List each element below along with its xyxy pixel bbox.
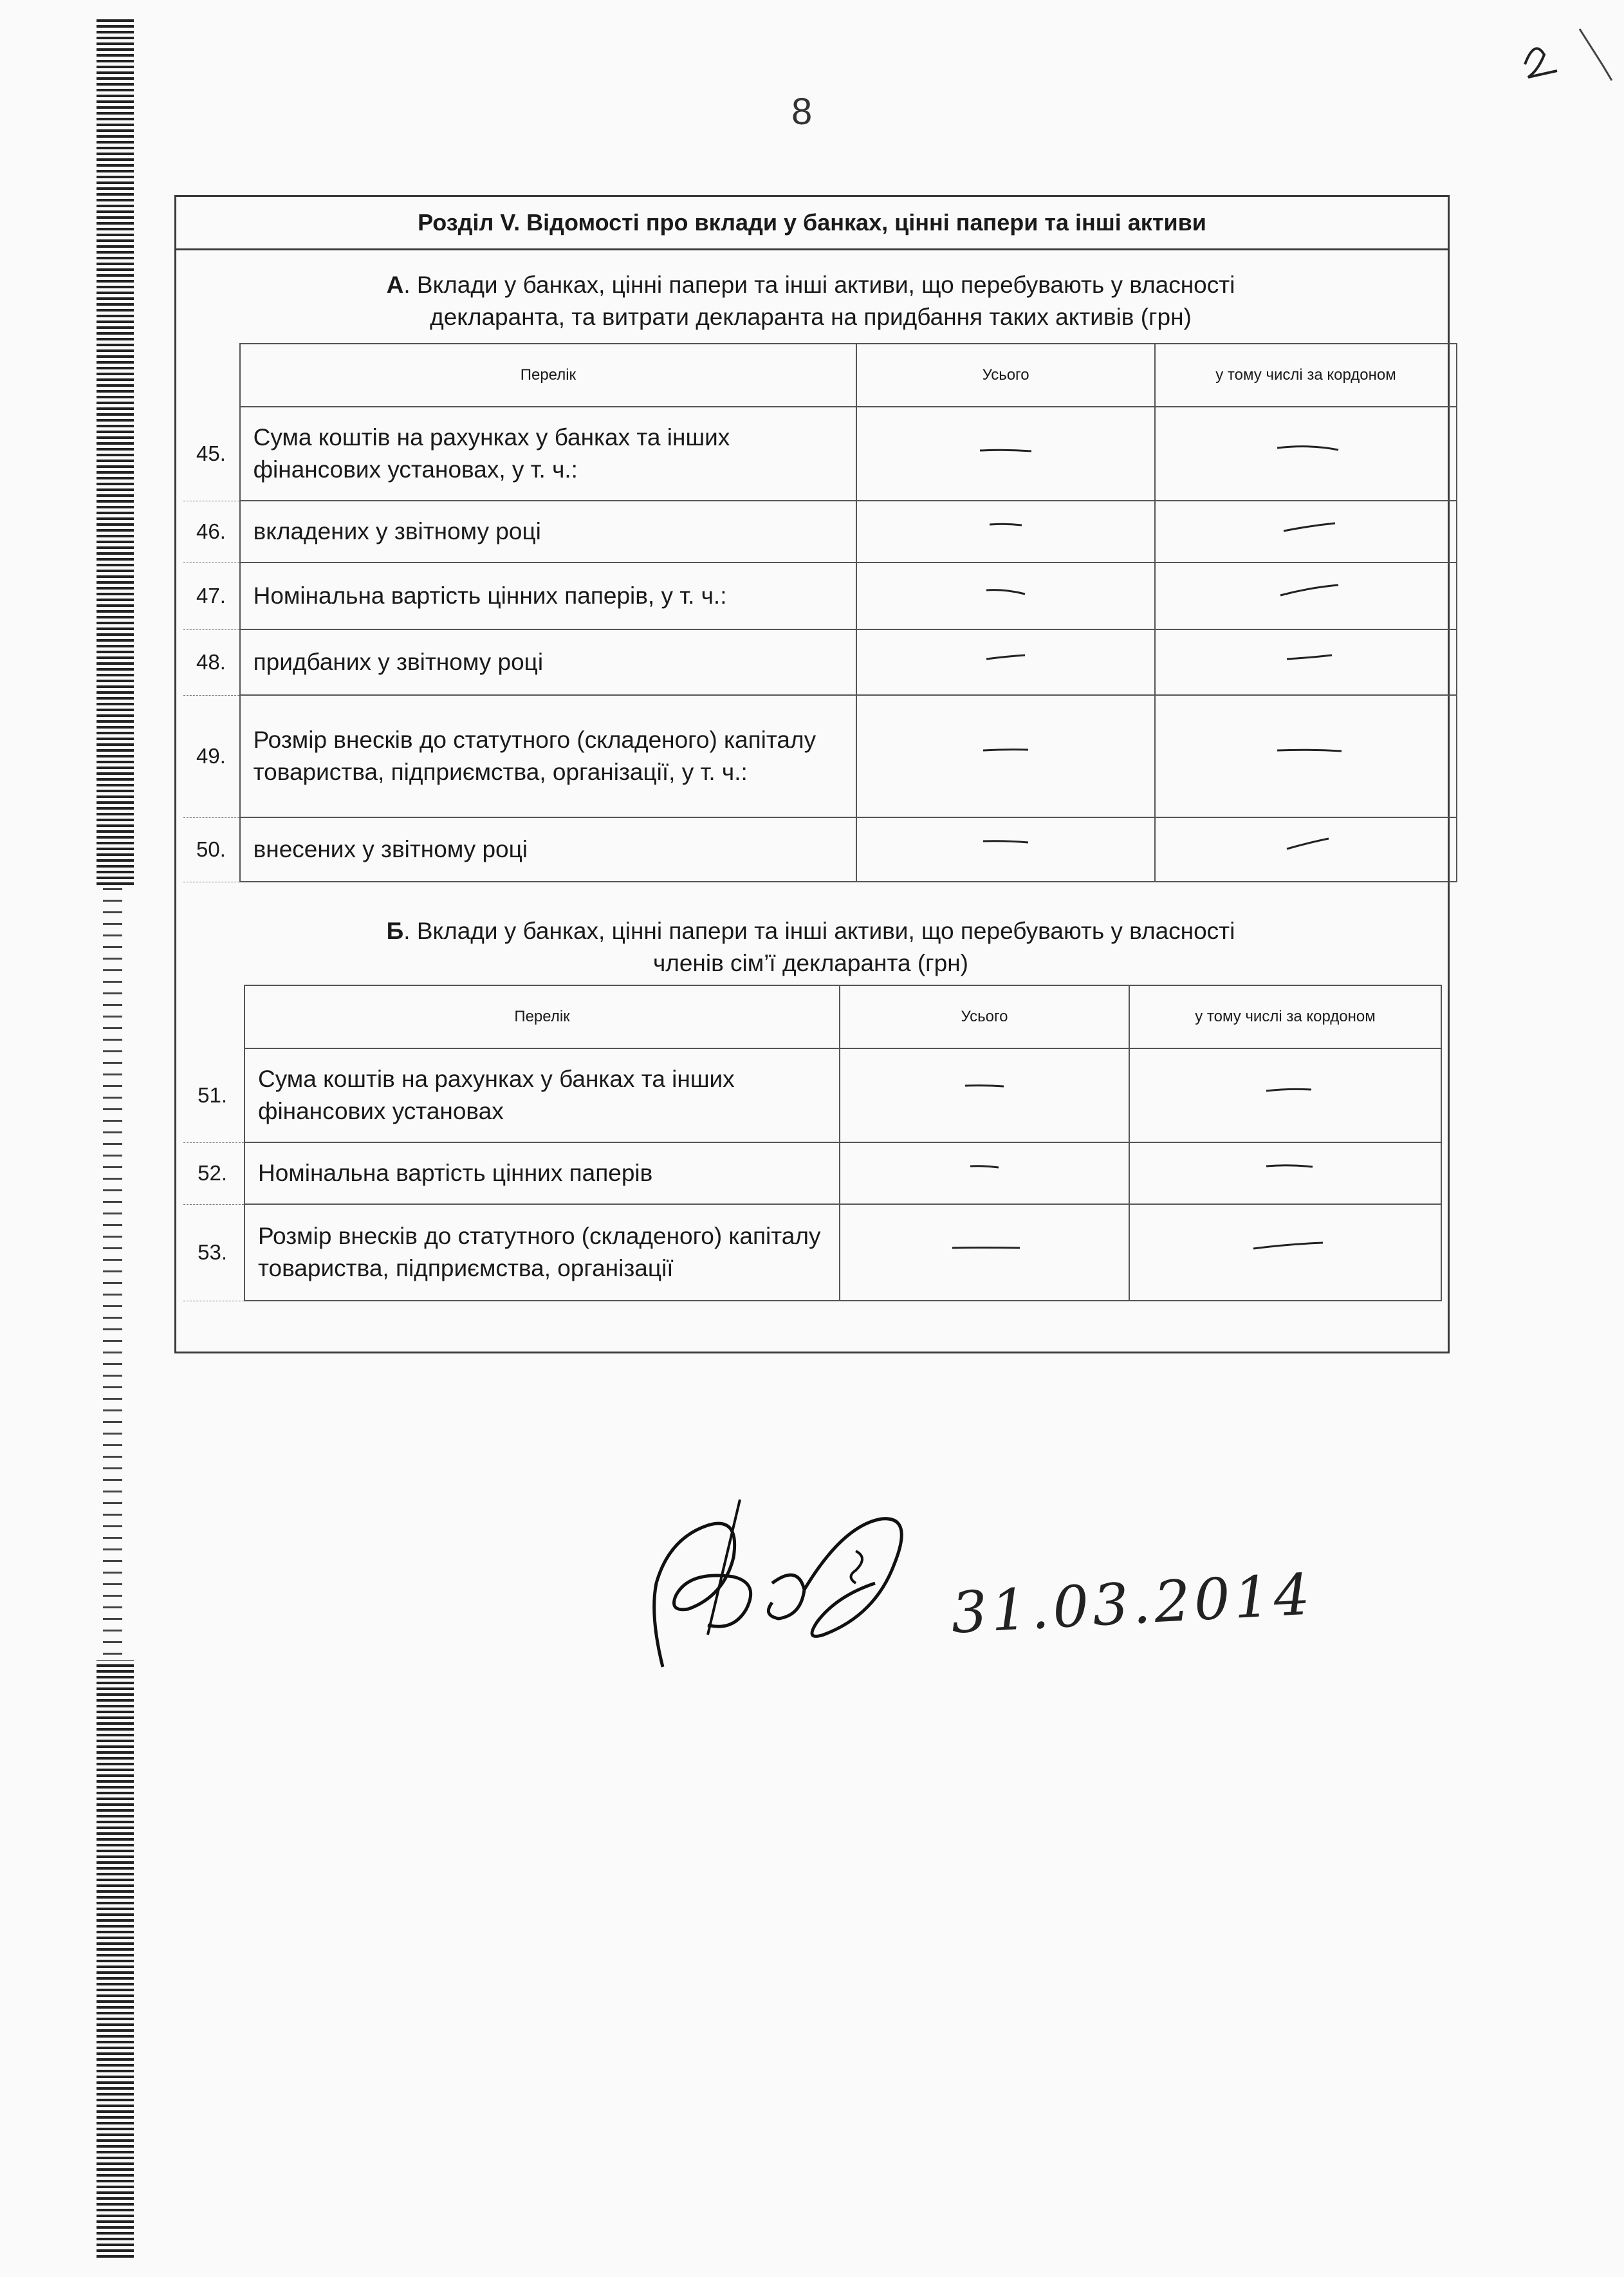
- table-row: [183, 562, 1457, 629]
- part-b-heading-line2: членів сім’ї декларанта (грн): [652, 950, 969, 976]
- signature-date: 31.03.2014: [949, 1561, 1316, 1646]
- part-a-table: [183, 343, 1457, 882]
- row-total-dash: [856, 817, 1155, 882]
- table-header-row: [183, 344, 1457, 407]
- row-label: вкладених у звітному році: [240, 501, 857, 562]
- table-row: [183, 1142, 1441, 1204]
- part-b-heading: [264, 915, 1358, 980]
- table-row: [183, 817, 1457, 882]
- row-total-dash: [840, 1204, 1129, 1301]
- table-row: [183, 1204, 1441, 1301]
- row-label: Номінальна вартість цінних паперів: [245, 1142, 840, 1204]
- row-number: 49.: [183, 695, 240, 817]
- row-number: 46.: [183, 501, 240, 562]
- row-total-dash: [856, 695, 1155, 817]
- row-label: Розмір внесків до статутного (складеного) капіталу товариства, підприємства, організації, у т. ч.:: [240, 695, 857, 817]
- row-number: 45.: [183, 407, 240, 501]
- part-a-heading-line2: декларанта, та витрати декларанта на придбання таких активів (грн): [430, 304, 1192, 330]
- column-header-total: Усього: [856, 344, 1155, 407]
- column-header-abroad: у тому числі за кордоном: [1129, 985, 1441, 1048]
- row-label: Розмір внесків до статутного (складеного) капіталу товариства, підприємства, організації: [245, 1204, 840, 1301]
- table-header-row: [183, 985, 1441, 1048]
- part-a-heading: [264, 269, 1358, 333]
- row-abroad-dash: [1155, 407, 1457, 501]
- row-abroad-dash: [1129, 1142, 1441, 1204]
- row-number: 52.: [183, 1142, 245, 1204]
- scanner-edge-strip: [97, 19, 134, 2259]
- row-abroad-dash: [1155, 562, 1457, 629]
- part-b-table: [183, 985, 1442, 1301]
- row-total-dash: [856, 629, 1155, 695]
- row-number: 48.: [183, 629, 240, 695]
- row-label: внесених у звітному році: [240, 817, 857, 882]
- column-header-list: Перелік: [245, 985, 840, 1048]
- part-a-heading-line1: . Вклади у банках, цінні папери та інші активи, що перебувають у власності: [403, 272, 1235, 298]
- row-abroad-dash: [1155, 501, 1457, 562]
- table-row: [183, 629, 1457, 695]
- row-label: Сума коштів на рахунках у банках та інших фінансових установах: [245, 1048, 840, 1142]
- row-abroad-dash: [1155, 629, 1457, 695]
- row-label: Сума коштів на рахунках у банках та інших фінансових установах, у т. ч.:: [240, 407, 857, 501]
- row-abroad-dash: [1129, 1204, 1441, 1301]
- column-header-abroad: у тому числі за кордоном: [1155, 344, 1457, 407]
- handwritten-signature: [611, 1487, 939, 1680]
- part-b-heading-line1: . Вклади у банках, цінні папери та інші активи, що перебувають у власності: [403, 918, 1235, 944]
- part-b-letter: Б: [386, 918, 404, 944]
- column-header-list: Перелік: [240, 344, 857, 407]
- row-total-dash: [856, 501, 1155, 562]
- row-label: Номінальна вартість цінних паперів, у т. ч.:: [240, 562, 857, 629]
- table-row: [183, 501, 1457, 562]
- part-a-letter: А: [386, 272, 404, 298]
- row-total-dash: [856, 407, 1155, 501]
- row-total-dash: [840, 1048, 1129, 1142]
- table-row: [183, 695, 1457, 817]
- corner-handwritten-mark: [1518, 26, 1615, 84]
- row-label: придбаних у звітному році: [240, 629, 857, 695]
- table-row: [183, 1048, 1441, 1142]
- row-total-dash: [856, 562, 1155, 629]
- row-number: 53.: [183, 1204, 245, 1301]
- row-abroad-dash: [1155, 817, 1457, 882]
- section-title: Розділ V. Відомості про вклади у банках, цінні папери та інші активи: [176, 197, 1448, 250]
- page-number: 8: [791, 91, 813, 133]
- row-number: 51.: [183, 1048, 245, 1142]
- row-total-dash: [840, 1142, 1129, 1204]
- row-abroad-dash: [1129, 1048, 1441, 1142]
- row-number: 47.: [183, 562, 240, 629]
- column-header-total: Усього: [840, 985, 1129, 1048]
- row-number: 50.: [183, 817, 240, 882]
- table-row: [183, 407, 1457, 501]
- row-abroad-dash: [1155, 695, 1457, 817]
